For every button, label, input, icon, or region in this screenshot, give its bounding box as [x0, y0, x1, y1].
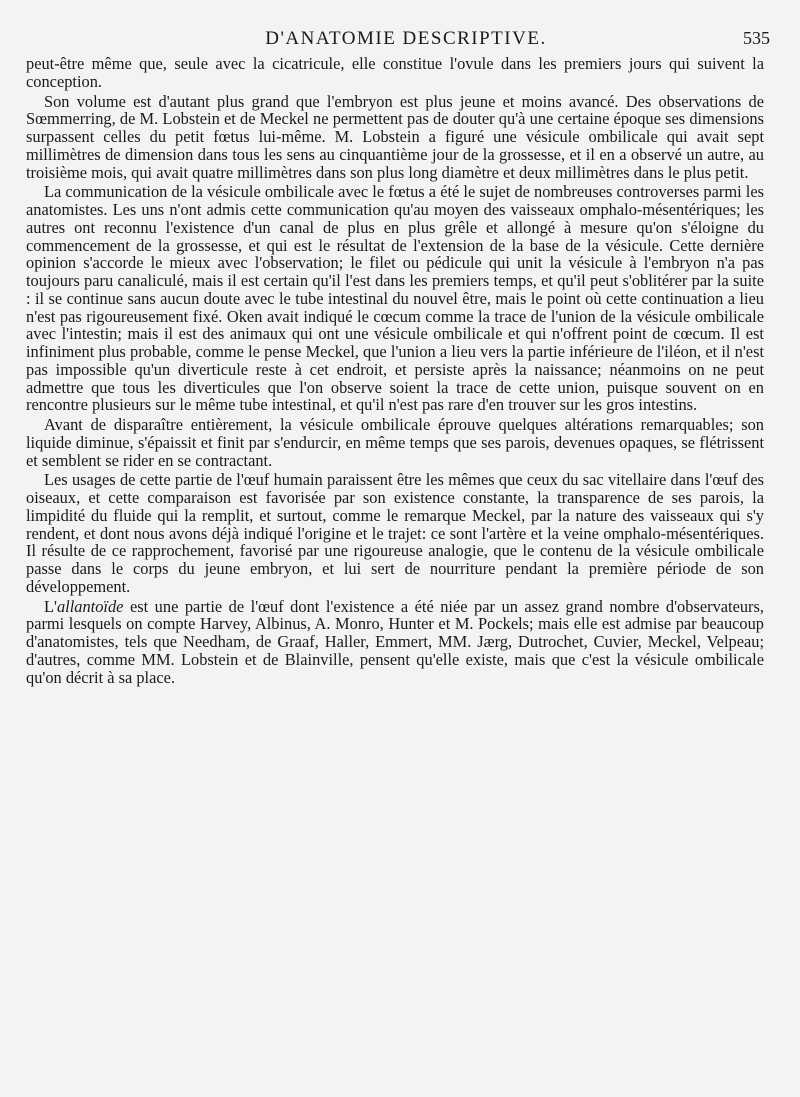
paragraph-2: Son volume est d'autant plus grand que l'embryon est plus jeune et moins avancé. Des observations de Sœmmerring, de M. Lobstein et de Meckel ne permettent pas de douter qu'à une certaine époque ses dimensions surpassent celles du petit fœtus lui-même. M. Lobstein a figuré une vésicule ombilicale qui avait sept millimètres de dimension dans tous les sens au cinquantième jour de la grossesse, et il en a observé un autre, au troisième mois, qui avait quatre millimètres dans son plus long diamètre et deux millimètres dans le plus petit. [26, 91, 764, 182]
running-head [28, 22, 784, 52]
allantoide-term: allantoïde [56, 596, 124, 616]
paragraph-3: La communication de la vésicule ombilicale avec le fœtus a été le sujet de nombreuses controverses parmi les anatomistes. Les uns n'ont admis cette communication qu'au moyen des vaisseaux omphalo-mésentériques; les autres ont reconnu l'existence d'un canal de plus en plus grêle et allongé à mesure qu'on s'éloigne du commencement de la grossesse, et qui est le résultat de l'extension de la base de la vésicule. Cette dernière opinion s'accorde le mieux avec l'observation; le filet ou pédicule qui unit la vésicule à l'embryon n'a pas toujours paru canaliculé, mais il est certain qu'il l'est dans les premiers temps, et qu'il peut s'oblitérer par la suite : il se continue sans aucun doute avec le tube intestinal du nouvel être, mais le point où cette continuation a lieu n'est pas rigoureusement fixé. Oken avait indiqué le cœcum comme la trace de l'union de la vésicule ombilicale avec l'intestin; mais il est des animaux qui ont une vésicule ombilicale et qui n'offrent point de cœcum. Il est infiniment plus probable, comme le pense Meckel, que l'union a lieu vers la partie inférieure de l'iléon, et il n'est pas impossible qu'un diverticule reste à cet endroit, et persiste après la naissance; néanmoins on ne peut admettre que tous les diverticules que l'on observe soient la trace de cette union, puisque souvent on en rencontre plusieurs sur le même tube intestinal, et qu'il n'est pas rare d'en trouver sur les gros intestins. [26, 182, 764, 415]
running-title: D'ANATOMIE DESCRIPTIVE. [265, 28, 547, 49]
paragraph-6-text: est une partie de l'œuf dont l'existence a été niée par un assez grand nombre d'observateurs, parmi lesquels on compte Harvey, Albinus, A. Monro, Hunter et M. Pockels; mais elle est admise par beaucoup d'anatomistes, tels que Needham, de Graaf, Haller, Emmert, MM. Jærg, Dutrochet, Cuvier, Meckel, Velpeau; d'autres, comme MM. Lobstein et de Blainville, pensent qu'elle existe, mais que c'est la vésicule ombilicale qu'on décrit à sa place. [26, 596, 764, 687]
page-number: 535 [743, 28, 770, 48]
paragraph-6-prefix: L' [44, 596, 57, 616]
paragraph-1: peut-être même que, seule avec la cicatricule, elle constitue l'ovule dans les premiers jours qui suivent la conception. [26, 54, 764, 91]
paragraph-5: Les usages de cette partie de l'œuf humain paraissent être les mêmes que ceux du sac vitellaire dans l'œuf des oiseaux, et cette comparaison est favorisée par son existence constante, la transparence de ses parois, la limpidité du fluide qui la remplit, et surtout, comme le remarque Meckel, par la nature des vaisseaux qui s'y rendent, et dont nous avons déjà indiqué l'origine et le trajet: ce sont l'artère et la veine omphalo-mésentériques. Il résulte de ce rapprochement, favorisé par une rigoureuse analogie, que le contenu de la vésicule ombilicale passe dans le corps du jeune embryon, et lui sert de nourriture pendant la première période de son développement. [26, 470, 764, 596]
paragraph-6 [26, 598, 764, 687]
body-text [26, 55, 764, 686]
paragraph-4: Avant de disparaître entièrement, la vésicule ombilicale éprouve quelques altérations remarquables; son liquide diminue, s'épaissit et finit par s'endurcir, en même temps que ses parois, devenues opaques, se flétrissent et semblent se rider en se contractant. [26, 415, 764, 470]
